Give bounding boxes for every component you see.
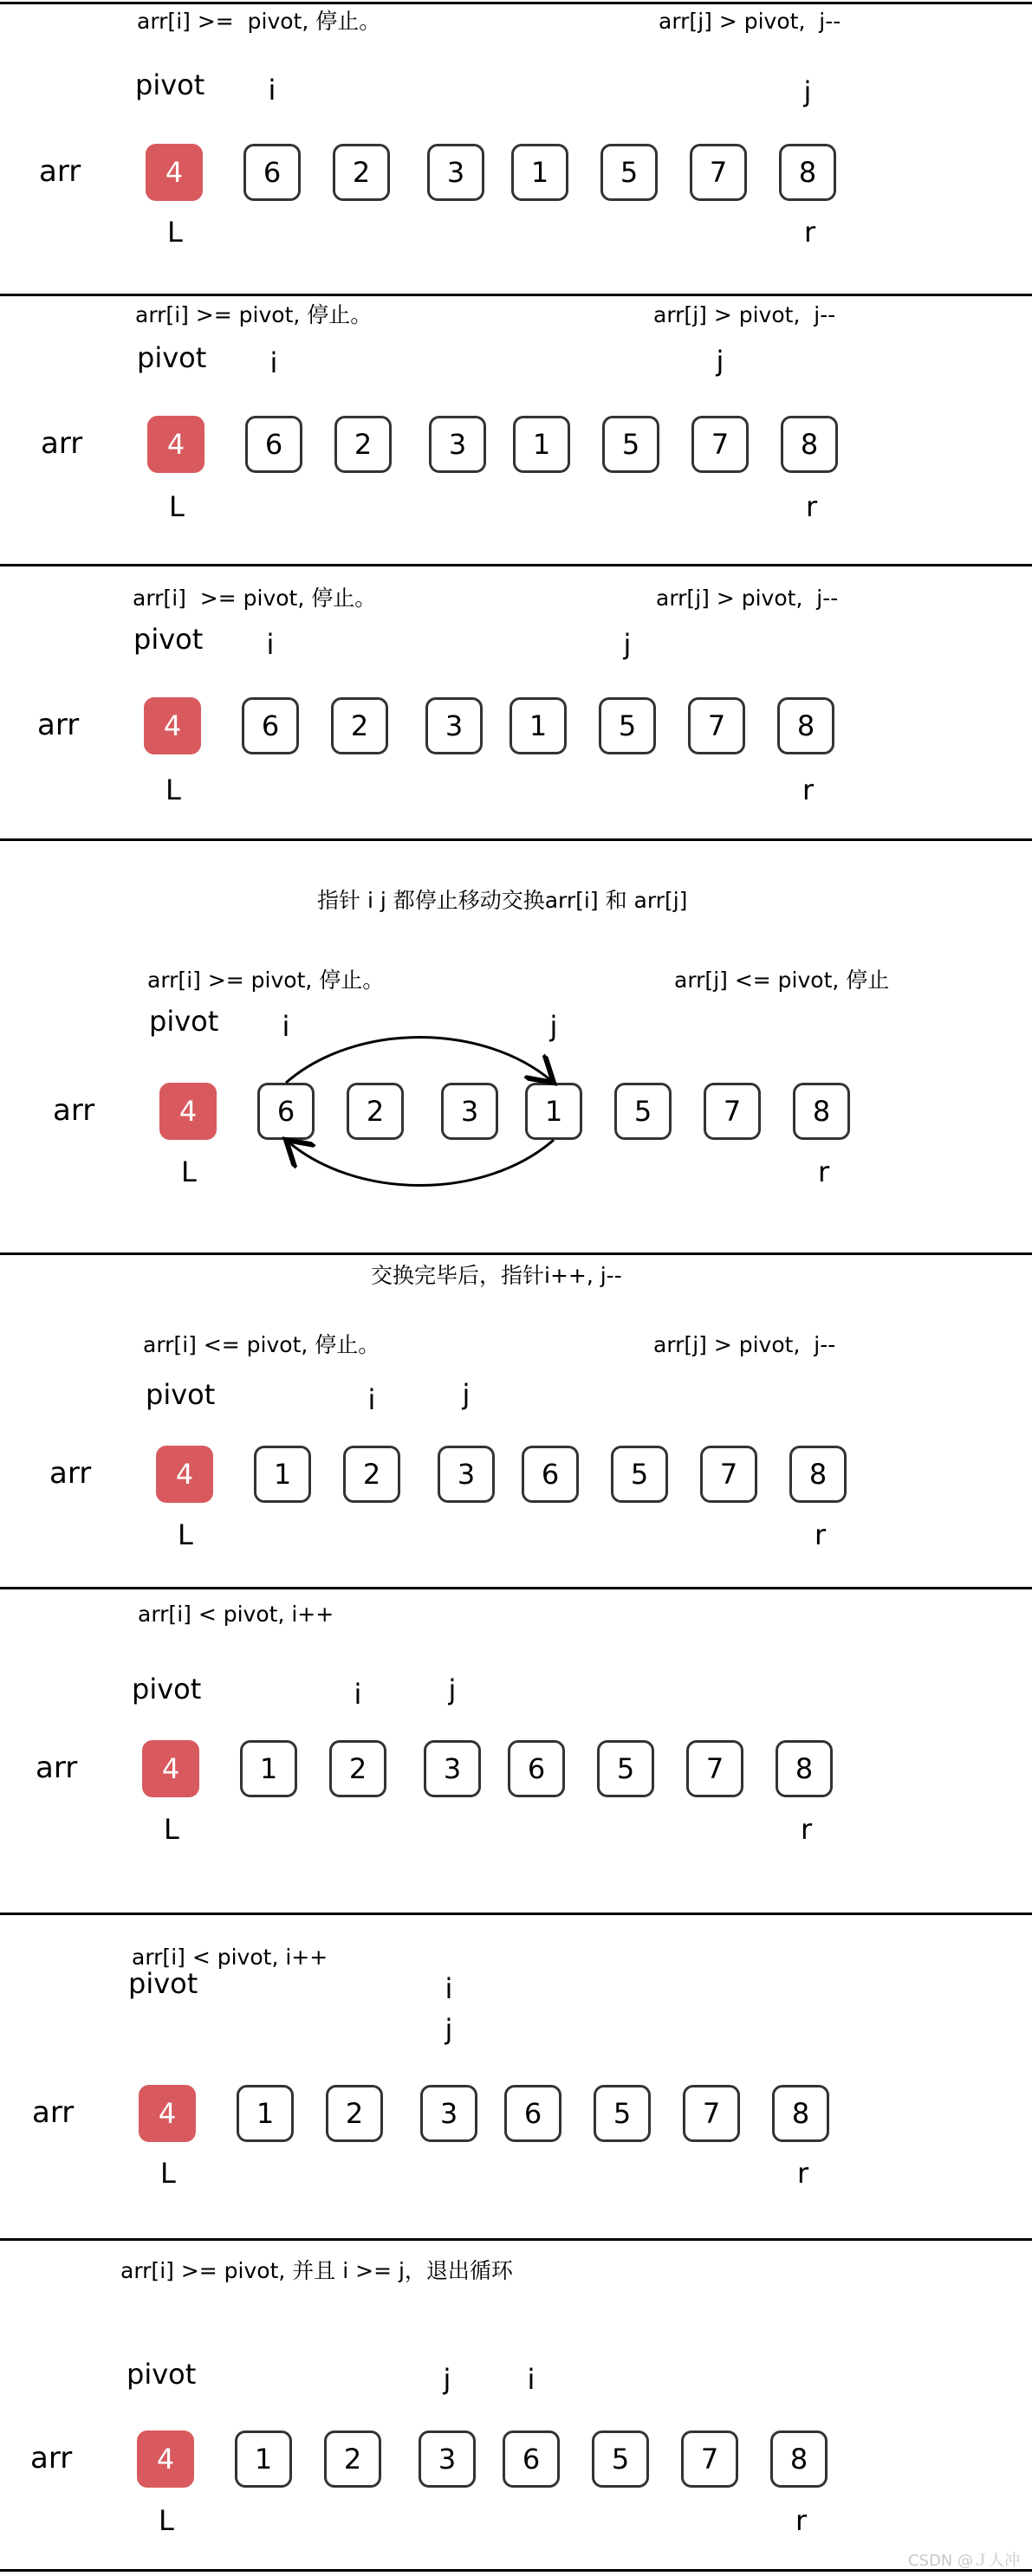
panel-divider xyxy=(0,2569,1032,2572)
pivot-cell: 4 xyxy=(142,1740,199,1797)
array-label: arr xyxy=(53,1093,95,1128)
left-bound-label: L xyxy=(178,1518,193,1551)
array-cell: 2 xyxy=(333,144,390,201)
j-pointer-note: arr[j] > pivot, j-- xyxy=(653,1332,836,1357)
i-pointer-note: arr[i] < pivot, i++ xyxy=(138,1602,334,1627)
array-cell: 7 xyxy=(691,416,749,473)
array-cell: 3 xyxy=(424,1740,481,1797)
swap-arrows xyxy=(0,979,1032,1239)
i-pointer-label: i xyxy=(268,74,276,107)
array-cell: 8 xyxy=(779,144,836,201)
array-cell: 6 xyxy=(504,2085,561,2142)
array-cell: 3 xyxy=(427,144,484,201)
left-bound-label: L xyxy=(167,216,183,249)
i-pointer-label: i xyxy=(269,346,278,379)
array-cell: 2 xyxy=(326,2085,383,2142)
array-cell: 6 xyxy=(242,697,299,754)
array-cell: 8 xyxy=(789,1446,847,1503)
panel-divider xyxy=(0,1252,1032,1255)
array-cell: 8 xyxy=(793,1083,850,1140)
array-label: arr xyxy=(39,154,81,189)
panel-divider xyxy=(0,564,1032,566)
array-cell: 3 xyxy=(438,1446,495,1503)
left-bound-label: L xyxy=(166,773,181,806)
array-cell: 5 xyxy=(611,1446,668,1503)
j-pointer-note: arr[j] > pivot, j-- xyxy=(653,302,836,327)
step-heading: 交换完毕后，指针i++, j-- xyxy=(371,1263,622,1288)
j-pointer-note: arr[j] > pivot, j-- xyxy=(659,9,841,34)
right-bound-label: r xyxy=(801,1813,813,1846)
panel-divider xyxy=(0,1587,1032,1589)
right-bound-label: r xyxy=(795,2504,808,2537)
panel-divider xyxy=(0,1913,1032,1915)
array-cell: 3 xyxy=(429,416,486,473)
array-cell: 8 xyxy=(781,416,838,473)
j-pointer-note: arr[j] > pivot, j-- xyxy=(656,586,839,611)
array-cell: 6 xyxy=(243,144,301,201)
array-cell: 5 xyxy=(599,697,656,754)
array-cell: 2 xyxy=(331,697,388,754)
pivot-cell: 4 xyxy=(156,1446,213,1503)
array-label: arr xyxy=(41,426,83,461)
pivot-label: pivot xyxy=(146,1378,216,1411)
array-cell: 2 xyxy=(347,1083,404,1140)
array-cell: 7 xyxy=(683,2085,740,2142)
j-pointer-label: j xyxy=(549,1010,558,1043)
j-pointer-label: j xyxy=(445,2013,453,2046)
array-cell: 7 xyxy=(686,1740,743,1797)
array-cell: 8 xyxy=(772,2085,829,2142)
array-cell: 5 xyxy=(602,416,659,473)
array-label: arr xyxy=(37,708,80,742)
pivot-label: pivot xyxy=(133,623,204,656)
pivot-label: pivot xyxy=(128,1967,198,2000)
step-heading: 指针 i j 都停止移动交换arr[i] 和 arr[j] xyxy=(317,888,688,913)
pivot-cell: 4 xyxy=(144,697,201,754)
right-bound-label: r xyxy=(802,773,815,806)
array-cell: 8 xyxy=(776,1740,833,1797)
i-pointer-label: i xyxy=(367,1383,376,1416)
panel-divider xyxy=(0,2,1032,4)
pivot-cell: 4 xyxy=(139,2085,196,2142)
array-cell: 7 xyxy=(690,144,747,201)
array-cell: 8 xyxy=(777,697,834,754)
swap-arrow-i-to-j xyxy=(286,1038,554,1084)
i-pointer-label: i xyxy=(354,1678,362,1711)
pivot-cell: 4 xyxy=(137,2430,194,2488)
panel-divider xyxy=(0,838,1032,841)
array-cell: 7 xyxy=(700,1446,757,1503)
array-cell: 1 xyxy=(511,144,568,201)
i-pointer-note: arr[i] >= pivot, 停止。 xyxy=(147,968,385,993)
array-cell: 3 xyxy=(419,2430,476,2488)
array-label: arr xyxy=(49,1456,92,1491)
pivot-cell: 4 xyxy=(147,416,204,473)
left-bound-label: L xyxy=(164,1813,179,1846)
pivot-cell: 4 xyxy=(146,144,203,201)
panel-divider xyxy=(0,2238,1032,2241)
left-bound-label: L xyxy=(159,2504,174,2537)
array-cell: 2 xyxy=(329,1740,386,1797)
panel-divider xyxy=(0,294,1032,296)
i-pointer-label: i xyxy=(445,1972,453,2005)
pivot-cell: 4 xyxy=(159,1083,217,1140)
left-bound-label: L xyxy=(160,2157,176,2190)
array-cell: 2 xyxy=(334,416,392,473)
pivot-label: pivot xyxy=(127,2358,197,2391)
i-pointer-note: arr[i] <= pivot, 停止。 xyxy=(143,1332,380,1357)
j-pointer-note: arr[j] <= pivot, 停止 xyxy=(674,968,890,993)
array-label: arr xyxy=(32,2095,75,2130)
i-pointer-note: arr[i] >= pivot, 并且 i >= j，退出循环 xyxy=(120,2258,513,2283)
i-pointer-note: arr[i] >= pivot, 停止。 xyxy=(137,9,381,34)
pivot-label: pivot xyxy=(132,1673,202,1705)
array-cell: 6 xyxy=(503,2430,560,2488)
i-pointer-label: i xyxy=(266,628,275,661)
right-bound-label: r xyxy=(804,216,816,249)
left-bound-label: L xyxy=(181,1155,197,1188)
right-bound-label: r xyxy=(818,1155,830,1188)
right-bound-label: r xyxy=(815,1518,827,1551)
right-bound-label: r xyxy=(806,490,818,523)
array-cell: 1 xyxy=(513,416,570,473)
array-cell: 1 xyxy=(240,1740,297,1797)
j-pointer-label: j xyxy=(803,75,812,108)
array-cell: 2 xyxy=(324,2430,381,2488)
i-pointer-label: i xyxy=(282,1010,290,1043)
i-pointer-note: arr[i] >= pivot, 停止。 xyxy=(133,586,377,611)
swap-arrow-j-to-i xyxy=(286,1140,554,1186)
i-pointer-note: arr[i] >= pivot, 停止。 xyxy=(135,302,373,327)
array-cell: 3 xyxy=(425,697,483,754)
array-cell: 5 xyxy=(614,1083,672,1140)
pivot-label: pivot xyxy=(137,341,207,374)
array-cell: 6 xyxy=(245,416,302,473)
array-cell: 3 xyxy=(420,2085,477,2142)
pivot-label: pivot xyxy=(149,1005,219,1038)
j-pointer-label: j xyxy=(623,628,632,661)
i-pointer-note: arr[i] < pivot, i++ xyxy=(132,1945,328,1970)
watermark: CSDN @Ｊ人冲 xyxy=(907,2552,1020,2570)
array-cell: 3 xyxy=(441,1083,498,1140)
array-cell: 6 xyxy=(508,1740,565,1797)
right-bound-label: r xyxy=(797,2157,809,2190)
array-cell: 2 xyxy=(343,1446,400,1503)
array-cell: 1 xyxy=(254,1446,311,1503)
array-cell: 7 xyxy=(704,1083,761,1140)
array-cell: 1 xyxy=(235,2430,292,2488)
j-pointer-label: j xyxy=(443,2363,451,2396)
array-cell: 1 xyxy=(525,1083,582,1140)
array-cell: 6 xyxy=(522,1446,579,1503)
array-cell: 7 xyxy=(681,2430,738,2488)
array-cell: 5 xyxy=(592,2430,649,2488)
array-cell: 5 xyxy=(594,2085,651,2142)
array-cell: 5 xyxy=(597,1740,654,1797)
array-cell: 1 xyxy=(237,2085,294,2142)
array-label: arr xyxy=(36,1751,78,1785)
array-label: arr xyxy=(30,2441,73,2476)
array-cell: 5 xyxy=(600,144,658,201)
array-cell: 7 xyxy=(688,697,745,754)
j-pointer-label: j xyxy=(448,1673,457,1706)
array-cell: 8 xyxy=(770,2430,828,2488)
array-cell: 6 xyxy=(257,1083,315,1140)
j-pointer-label: j xyxy=(716,345,724,378)
j-pointer-label: j xyxy=(462,1378,471,1411)
array-cell: 1 xyxy=(510,697,567,754)
pivot-label: pivot xyxy=(135,68,205,101)
i-pointer-label: i xyxy=(527,2363,535,2396)
left-bound-label: L xyxy=(169,490,185,523)
